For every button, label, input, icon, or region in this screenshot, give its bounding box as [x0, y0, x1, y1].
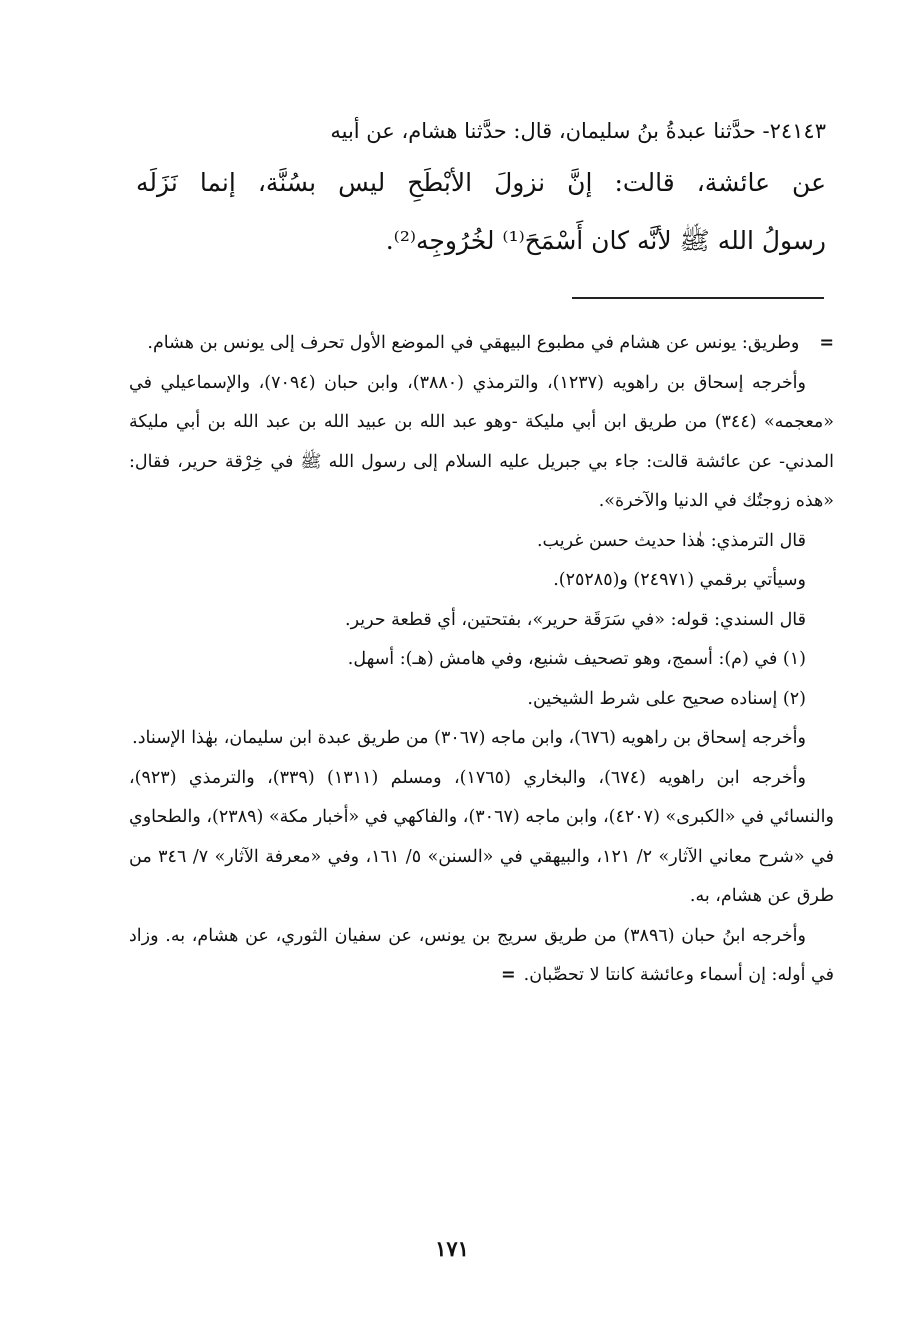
continuation-mark: =	[819, 333, 834, 353]
hadith-text	[136, 108, 826, 270]
footnote-paragraph: وأخرجه ابن راهويه (٦٧٤)، والبخاري (١٧٦٥)، ومسلم (١٣١١) (٣٣٩)، والترمذي (٩٢٣)، والنسائي في «الكبرى» (٤٢٠٧)، وابن ماجه (٣٠٦٧)، والفاكهي في «أخبار مكة» (٢٣٨٩)، والطحاوي في «شرح معاني الآثار» ٢/ ١٢١، والبيهقي في «السنن» ٥/ ١٦١، وفي «معرفة الآثار» ٧/ ٣٤٦ من طرق عن هشام، به.	[129, 767, 834, 906]
hadith-line-2: عن عائشة، قالت: إنَّ نزولَ الأبْطَحِ ليس بسُنَّة، إنما نَزَلَه	[136, 168, 826, 197]
page-number: ١٧١	[435, 1236, 469, 1261]
end-continuation-mark: =	[501, 965, 516, 985]
footnote-1: (١) في (م): أسمج، وهو تصحيف شنيع، وفي هامش (هـ): أسهل.	[347, 649, 806, 669]
footnote-2: (٢) إسناده صحيح على شرط الشيخين.	[527, 688, 806, 709]
hadith-line-1: ٢٤١٤٣- حدَّثنا عبدةُ بنُ سليمان، قال: حدَّثنا هشام، عن أبيه	[330, 119, 826, 143]
footnote-divider	[572, 297, 824, 299]
footnote-paragraph: وسيأتي برقمي (٢٤٩٧١) و(٢٥٢٨٥).	[553, 570, 806, 590]
footnotes	[129, 324, 834, 996]
footnote-text: وطريق: يونس عن هشام في مطبوع البيهقي في الموضع الأول تحرف إلى يونس بن هشام.	[147, 333, 800, 353]
footnote-paragraph	[129, 917, 834, 996]
footnote-text: وأخرجه ابنُ حبان (٣٨٩٦) من طريق سريج بن يونس، عن سفيان الثوري، عن هشام، به. وزاد في أوله: إن أسماء وعائشة كانتا لا تحصِّبان.	[129, 925, 834, 985]
footnote-paragraph: قال السندي: قوله: «في سَرَقَة حرير»، بفتحتين، أي قطعة حرير.	[345, 609, 806, 630]
footnote-paragraph: وأخرجه إسحاق بن راهويه (٦٧٦)، وابن ماجه (٣٠٦٧) من طريق عبدة ابن سليمان، بهٰذا الإسناد.	[132, 728, 806, 748]
footnote-paragraph	[129, 324, 834, 364]
hadith-line-3: رسولُ الله ﷺ لأنَّه كان أَسْمَحَ⁽¹⁾ لخُرُوجِه⁽²⁾.	[385, 226, 826, 255]
footnote-paragraph: قال الترمذي: هٰذا حديث حسن غريب.	[536, 530, 806, 551]
footnote-paragraph: وأخرجه إسحاق بن راهويه (١٢٣٧)، والترمذي (٣٨٨٠)، وابن حبان (٧٠٩٤)، والإسماعيلي في «معجمه» (٣٤٤) من طريق ابن أبي مليكة -وهو عبد الله بن عبيد الله بن عبد الله بن أبي مليكة المدني- عن عائشة قالت: جاء بي جبريل عليه السلام إلى رسول الله ﷺ في خِرْقة حرير، فقال: «هذه زوجتُك في الدنيا والآخرة».	[129, 372, 834, 511]
